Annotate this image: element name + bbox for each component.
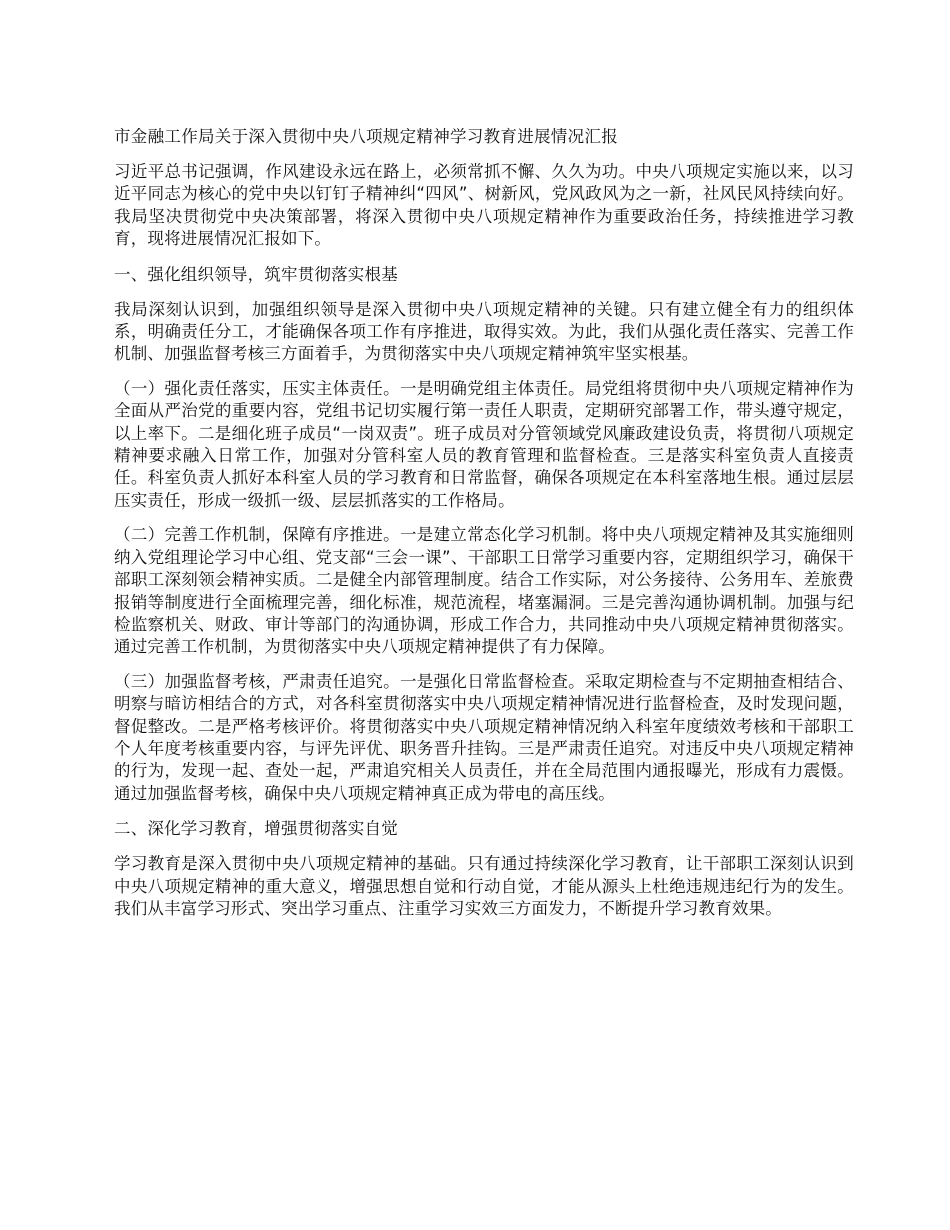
document-page bbox=[114, 125, 854, 932]
document-title: 市金融工作局关于深入贯彻中央八项规定精神学习教育进展情况汇报 bbox=[114, 127, 618, 146]
section-1-intro-paragraph: 我局深刻认识到，加强组织领导是深入贯彻中央八项规定精神的关键。只有建立健全有力的组织体系，明确责任分工，才能确保各项工作有序推进，取得实效。为此，我们从强化责任落实、完善工作机制、加强监督考核三方面着手，为贯彻落实中央八项规定精神筑牢坚实根基。 bbox=[114, 299, 854, 364]
document-body bbox=[114, 161, 854, 920]
section-1-item-2-paragraph: （二）完善工作机制，保障有序推进。一是建立常态化学习机制。将中央八项规定精神及其实施细则纳入党组理论学习中心组、党支部“三会一课”、干部职工日常学习重要内容，定期组织学习，确保干部职工深刻领会精神实质。二是健全内部管理制度。结合工作实际，对公务接待、公务用车、差旅费报销等制度进行全面梳理完善，细化标准，规范流程，堵塞漏洞。三是完善沟通协调机制。加强与纪检监察机关、财政、审计等部门的沟通协调，形成工作合力，共同推动中央八项规定精神贯彻落实。通过完善工作机制，为贯彻落实中央八项规定精神提供了有力保障。 bbox=[114, 525, 854, 657]
section-heading-2: 二、深化学习教育，增强贯彻落实自觉 bbox=[114, 819, 398, 839]
section-1-item-3-paragraph: （三）加强监督考核，严肃责任追究。一是强化日常监督检查。采取定期检查与不定期抽查相结合、明察与暗访相结合的方式，对各科室贯彻落实中央八项规定精神情况进行监督检查，及时发现问题，督促整改。二是严格考核评价。将贯彻落实中央八项规定精神情况纳入科室年度绩效考核和干部职工个人年度考核重要内容，与评先评优、职务晋升挂钩。三是严肃责任追究。对违反中央八项规定精神的行为，发现一起、查处一起，严肃追究相关人员责任，并在全局范围内通报曝光，形成有力震慑。通过加强监督考核，确保中央八项规定精神真正成为带电的高压线。 bbox=[114, 671, 854, 803]
intro-paragraph: 习近平总书记强调，作风建设永远在路上，必须常抓不懈、久久为功。中央八项规定实施以来，以习近平同志为核心的党中央以钉钉子精神纠“四风”、树新风，党风政风为之一新，社风民风持续向好。我局坚决贯彻党中央决策部署，将深入贯彻中央八项规定精神作为重要政治任务，持续推进学习教育，现将进展情况汇报如下。 bbox=[114, 162, 854, 249]
section-1-item-1-paragraph: （一）强化责任落实，压实主体责任。一是明确党组主体责任。局党组将贯彻中央八项规定精神作为全面从严治党的重要内容，党组书记切实履行第一责任人职责，定期研究部署工作，带头遵守规定，以上率下。二是细化班子成员“一岗双责”。班子成员对分管领域党风廉政建设负责，将贯彻八项规定精神要求融入日常工作，加强对分管科室人员的教育管理和监督检查。三是落实科室负责人直接责任。科室负责人抓好本科室人员的学习教育和日常监督，确保各项规定在本科室落地生根。通过层层压实责任，形成一级抓一级、层层抓落实的工作格局。 bbox=[114, 378, 854, 510]
section-2-intro-paragraph: 学习教育是深入贯彻中央八项规定精神的基础。只有通过持续深化学习教育，让干部职工深刻认识到中央八项规定精神的重大意义，增强思想自觉和行动自觉，才能从源头上杜绝违规违纪行为的发生。我们从丰富学习形式、突出学习重点、注重学习实效三方面发力，不断提升学习教育效果。 bbox=[114, 854, 854, 918]
section-heading-1: 一、强化组织领导，筑牢贯彻落实根基 bbox=[114, 264, 398, 284]
